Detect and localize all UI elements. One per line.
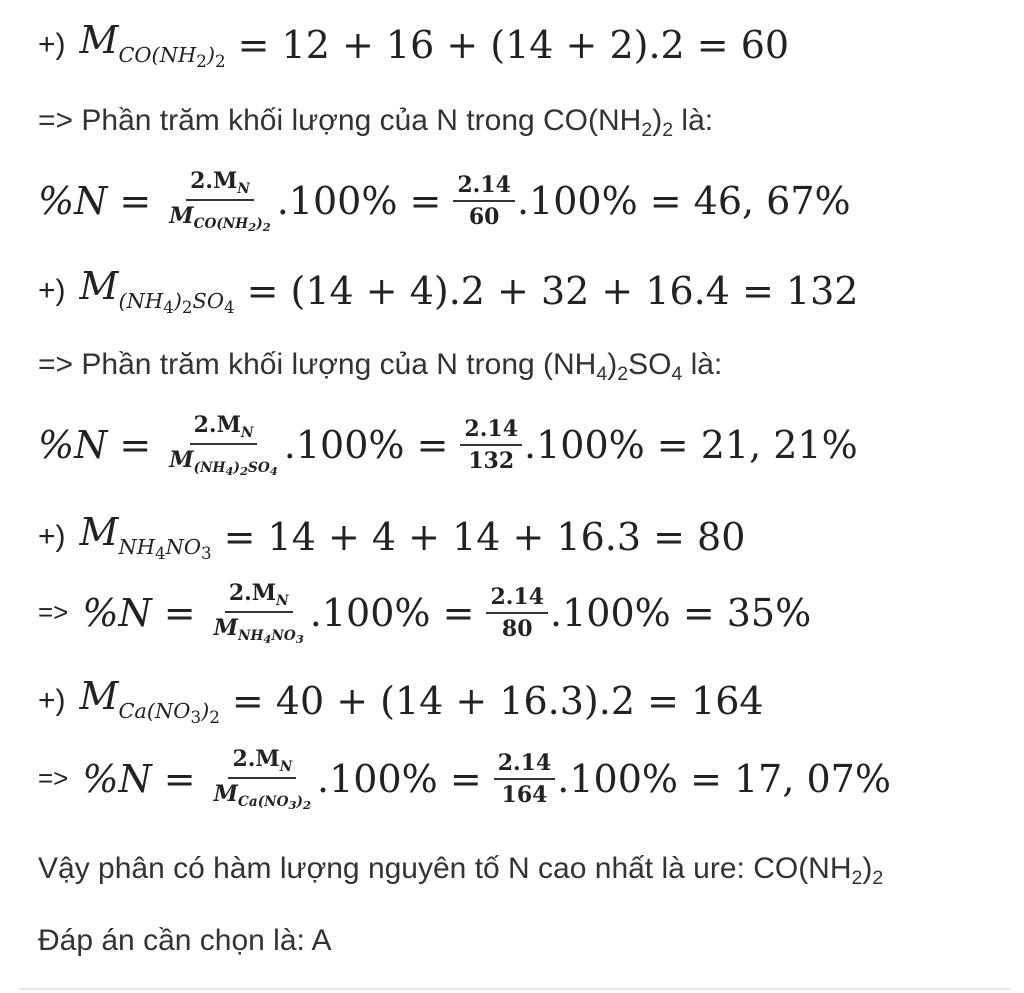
eq-molar-mass-ammonium-sulfate: +) $M_{(NH_4)_2SO_4}$ = (14 + 4).2 + 32 + 16.4 = 132 [38, 264, 859, 318]
eq-molar-mass-calcium-nitrate: +) $M_{Ca(NO_3)_2}$ = 40 + (14 + 16.3).2 = 164 [38, 674, 764, 728]
eq-percent-n-urea: %N = $\frac{2.M_N}{M_{CO(NH_2)_2}}$ .100% = $\frac{2.14}{60}$ .100% = 46, 67% [38, 168, 851, 234]
molar-mass-symbol: $M_{CO(NH_2)_2}$ [79, 18, 226, 72]
eq-percent-n-calcium-nitrate: => %N = $\frac{2.M_N}{M_{Ca(NO_3)_2}}$ .100% = $\frac{2.14}{164}$ .100% = 17, 07% [38, 746, 891, 812]
fraction-mass: $\frac{2.M_N}{M_{NH_4NO_3}}$ [213, 580, 304, 646]
fraction-value: $\frac{2.14}{164}$ [494, 750, 556, 808]
fraction-value: $\frac{2.14}{132}$ [460, 416, 522, 474]
molar-mass-symbol: $M_{NH_4NO_3}$ [79, 510, 212, 564]
eq-percent-n-ammonium-sulfate: %N = $\frac{2.M_N}{M_{(NH_4)_2SO_4}}$ .100% = $\frac{2.14}{132}$ .100% = 21, 21% [38, 412, 858, 478]
fraction-mass: $\frac{2.M_N}{M_{(NH_4)_2SO_4}}$ [169, 412, 278, 478]
molar-mass-symbol: $M_{Ca(NO_3)_2}$ [79, 674, 220, 728]
molar-mass-symbol: $M_{(NH_4)_2SO_4}$ [79, 264, 235, 318]
fraction-value: $\frac{2.14}{80}$ [486, 584, 548, 642]
text-percent-n-urea: => Phần trăm khối lượng của N trong CO(NH2)2 là: [38, 104, 714, 141]
fraction-value: $\frac{2.14}{60}$ [453, 172, 515, 230]
text-percent-n-ammonium-sulfate: => Phần trăm khối lượng của N trong (NH4)2SO4 là: [38, 348, 723, 385]
eq-molar-mass-urea: +) $M_{CO(NH_2)_2}$ = 12 + 16 + (14 + 2).2 = 60 [38, 18, 790, 72]
eq-percent-n-ammonium-nitrate: => %N = $\frac{2.M_N}{M_{NH_4NO_3}}$ .100% = $\frac{2.14}{80}$ .100% = 35% [38, 580, 812, 646]
fraction-mass: $\frac{2.M_N}{M_{Ca(NO_3)_2}}$ [213, 746, 312, 812]
eq-molar-mass-ammonium-nitrate: +) $M_{NH_4NO_3}$ = 14 + 4 + 14 + 16.3 = 80 [38, 510, 746, 564]
text-answer: Đáp án cần chọn là: A [38, 924, 332, 957]
text-conclusion: Vậy phân có hàm lượng nguyên tố N cao nhất là ure: CO(NH2)2 [38, 852, 884, 889]
fraction-mass: $\frac{2.M_N}{M_{CO(NH_2)_2}}$ [169, 168, 271, 234]
bottom-divider [20, 988, 1010, 990]
